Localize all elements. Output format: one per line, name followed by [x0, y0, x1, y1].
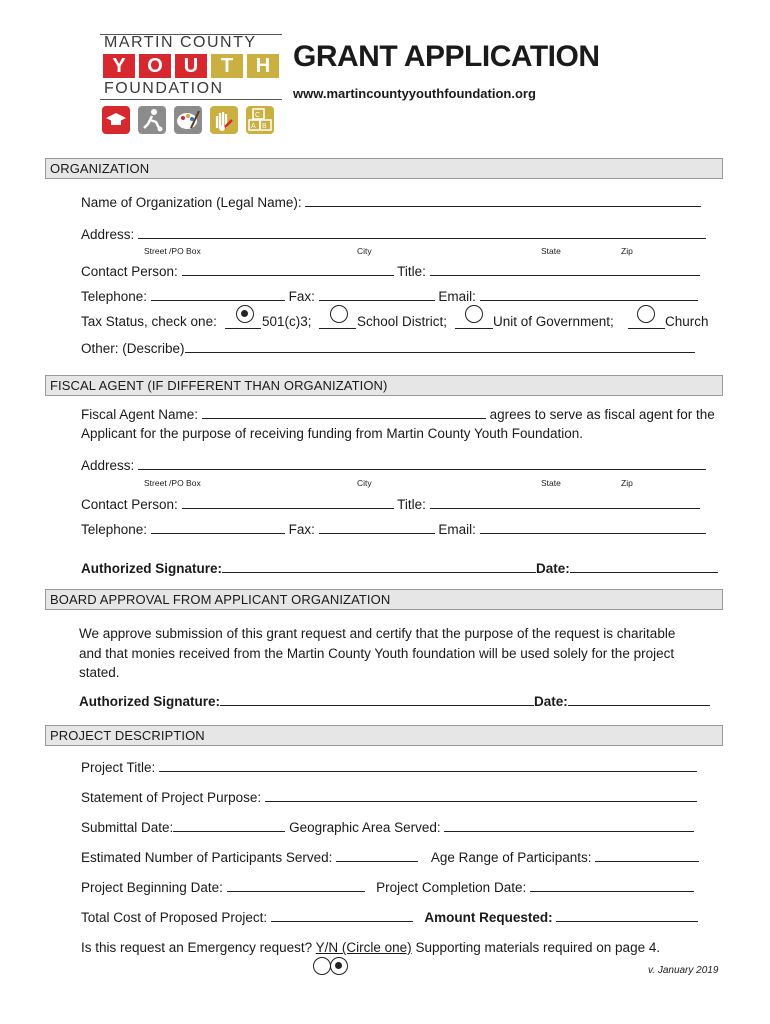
org-other-label: Other: (Describe) [81, 341, 185, 356]
board-text-line3: stated. [79, 665, 120, 680]
fiscal-address-field[interactable] [138, 457, 706, 470]
logo-letter-h: H [247, 54, 279, 78]
project-title-label: Project Title: [81, 760, 156, 775]
fiscal-applicant-text: Applicant for the purpose of receiving funding from Martin County Youth Foundation. [81, 426, 584, 441]
section-header-fiscal-agent [45, 375, 723, 396]
begin-date-label: Project Beginning Date: [81, 880, 223, 895]
version-label: v. January 2019 [648, 965, 719, 976]
tax-option-government: Unit of Government; [493, 314, 614, 329]
fiscal-fax-label: Fax: [288, 522, 315, 537]
emergency-yes-radio[interactable] [313, 957, 331, 975]
section-header-organization [45, 158, 723, 179]
total-cost-field[interactable] [271, 909, 413, 922]
fiscal-email-field[interactable] [480, 521, 706, 534]
amount-requested-field[interactable] [556, 909, 698, 922]
begin-date-field[interactable] [227, 879, 365, 892]
org-address-field[interactable] [138, 226, 706, 239]
graduation-cap-icon [102, 106, 130, 134]
age-range-label: Age Range of Participants: [430, 850, 592, 865]
logo-divider [100, 99, 282, 100]
tax-church-radio[interactable] [637, 305, 655, 323]
sub-zip: Zip [621, 246, 633, 256]
org-title-label: Title: [397, 264, 426, 279]
completion-date-field[interactable] [530, 879, 694, 892]
board-text-line1: We approve submission of this grant request and certify that the purpose of the request is charitable [79, 626, 676, 641]
participants-field[interactable] [336, 849, 418, 862]
org-email-label: Email: [438, 289, 476, 304]
fiscal-name-field[interactable] [202, 406, 486, 419]
board-date-label: Date: [534, 694, 568, 709]
fiscal-date-label: Date: [536, 561, 570, 576]
amount-requested-label: Amount Requested: [424, 910, 553, 925]
fiscal-title-label: Title: [397, 497, 426, 512]
org-telephone-field[interactable] [151, 288, 285, 301]
fiscal-address-label: Address: [81, 458, 135, 473]
tax-option-501c3: 501(c)3; [262, 314, 312, 329]
logo-letter-o: O [139, 54, 171, 78]
fiscal-date-field[interactable] [570, 560, 718, 573]
fiscal-name-label: Fiscal Agent Name: [81, 407, 199, 422]
tax-government-radio[interactable] [465, 305, 483, 323]
org-title-field[interactable] [430, 263, 700, 276]
board-text-line2: and that monies received from the Martin County Youth foundation will be used solely for the project [79, 646, 675, 661]
sub-state: State [541, 478, 561, 488]
fiscal-email-label: Email: [438, 522, 476, 537]
tax-status-label: Tax Status, check one: [81, 314, 217, 329]
tax-501c3-radio[interactable] [236, 305, 254, 323]
project-purpose-label: Statement of Project Purpose: [81, 790, 262, 805]
section-title: PROJECT DESCRIPTION [50, 728, 205, 743]
page-title: GRANT APPLICATION [293, 40, 600, 73]
sub-street: Street /PO Box [144, 246, 201, 256]
board-signature-label: Authorized Signature: [79, 694, 220, 709]
org-other-field[interactable] [185, 340, 695, 353]
board-date-field[interactable] [568, 693, 710, 706]
tax-option-church: Church [665, 314, 709, 329]
fiscal-contact-label: Contact Person: [81, 497, 178, 512]
fiscal-contact-field[interactable] [182, 496, 394, 509]
emergency-yn-text: Y/N (Circle one) [315, 940, 412, 955]
org-contact-field[interactable] [182, 263, 394, 276]
fiscal-telephone-field[interactable] [151, 521, 285, 534]
abc-blocks-icon [246, 106, 274, 134]
org-email-field[interactable] [480, 288, 698, 301]
soccer-player-icon [138, 106, 166, 134]
emergency-no-radio[interactable] [330, 957, 348, 975]
board-signature-field[interactable] [220, 693, 534, 706]
section-title: ORGANIZATION [50, 161, 150, 176]
sub-state: State [541, 246, 561, 256]
completion-date-label: Project Completion Date: [376, 880, 527, 895]
org-telephone-label: Telephone: [81, 289, 148, 304]
org-name-label: Name of Organization (Legal Name): [81, 195, 302, 210]
fiscal-fax-field[interactable] [319, 521, 435, 534]
submittal-date-label: Submittal Date: [81, 820, 174, 835]
sub-city: City [357, 246, 372, 256]
sub-zip: Zip [621, 478, 633, 488]
project-purpose-field[interactable] [265, 789, 697, 802]
fiscal-signature-label: Authorized Signature: [81, 561, 222, 576]
geo-area-field[interactable] [444, 819, 694, 832]
org-address-label: Address: [81, 227, 135, 242]
geo-area-label: Geographic Area Served: [289, 820, 441, 835]
logo-text-martin-county: MARTIN COUNTY [104, 34, 257, 51]
tax-option-school: School District; [357, 314, 448, 329]
org-fax-label: Fax: [288, 289, 315, 304]
section-title: FISCAL AGENT (IF DIFFERENT THAN ORGANIZATION) [50, 378, 388, 393]
total-cost-label: Total Cost of Proposed Project: [81, 910, 268, 925]
tax-school-radio[interactable] [330, 305, 348, 323]
sub-street: Street /PO Box [144, 478, 201, 488]
section-title: BOARD APPROVAL FROM APPLICANT ORGANIZATION [50, 592, 391, 607]
org-contact-label: Contact Person: [81, 264, 178, 279]
website-url: www.martincountyyouthfoundation.org [293, 86, 536, 101]
svg-text:C: C [255, 112, 261, 119]
logo-letter-t: T [211, 54, 243, 78]
palette-icon [174, 106, 202, 134]
logo-letter-u: U [175, 54, 207, 78]
emergency-question: Is this request an Emergency request? [81, 940, 313, 955]
svg-text:A: A [251, 123, 256, 130]
fiscal-signature-field[interactable] [222, 560, 536, 573]
age-range-field[interactable] [595, 849, 699, 862]
emergency-supporting-text: Supporting materials required on page 4. [415, 940, 661, 955]
fiscal-telephone-label: Telephone: [81, 522, 148, 537]
hands-icon [210, 106, 238, 134]
section-header-board-approval [45, 589, 723, 610]
section-header-project-description [45, 725, 723, 746]
fiscal-title-field[interactable] [430, 496, 700, 509]
submittal-date-field[interactable] [173, 819, 285, 832]
org-name-field[interactable] [305, 194, 701, 207]
svg-text:B: B [262, 123, 267, 130]
org-fax-field[interactable] [319, 288, 435, 301]
project-title-field[interactable] [159, 759, 697, 772]
logo-text-foundation: FOUNDATION [104, 80, 224, 97]
fiscal-agrees-text: agrees to serve as fiscal agent for the [489, 407, 715, 422]
logo-letter-y: Y [103, 54, 135, 78]
participants-label: Estimated Number of Participants Served: [81, 850, 333, 865]
sub-city: City [357, 478, 372, 488]
